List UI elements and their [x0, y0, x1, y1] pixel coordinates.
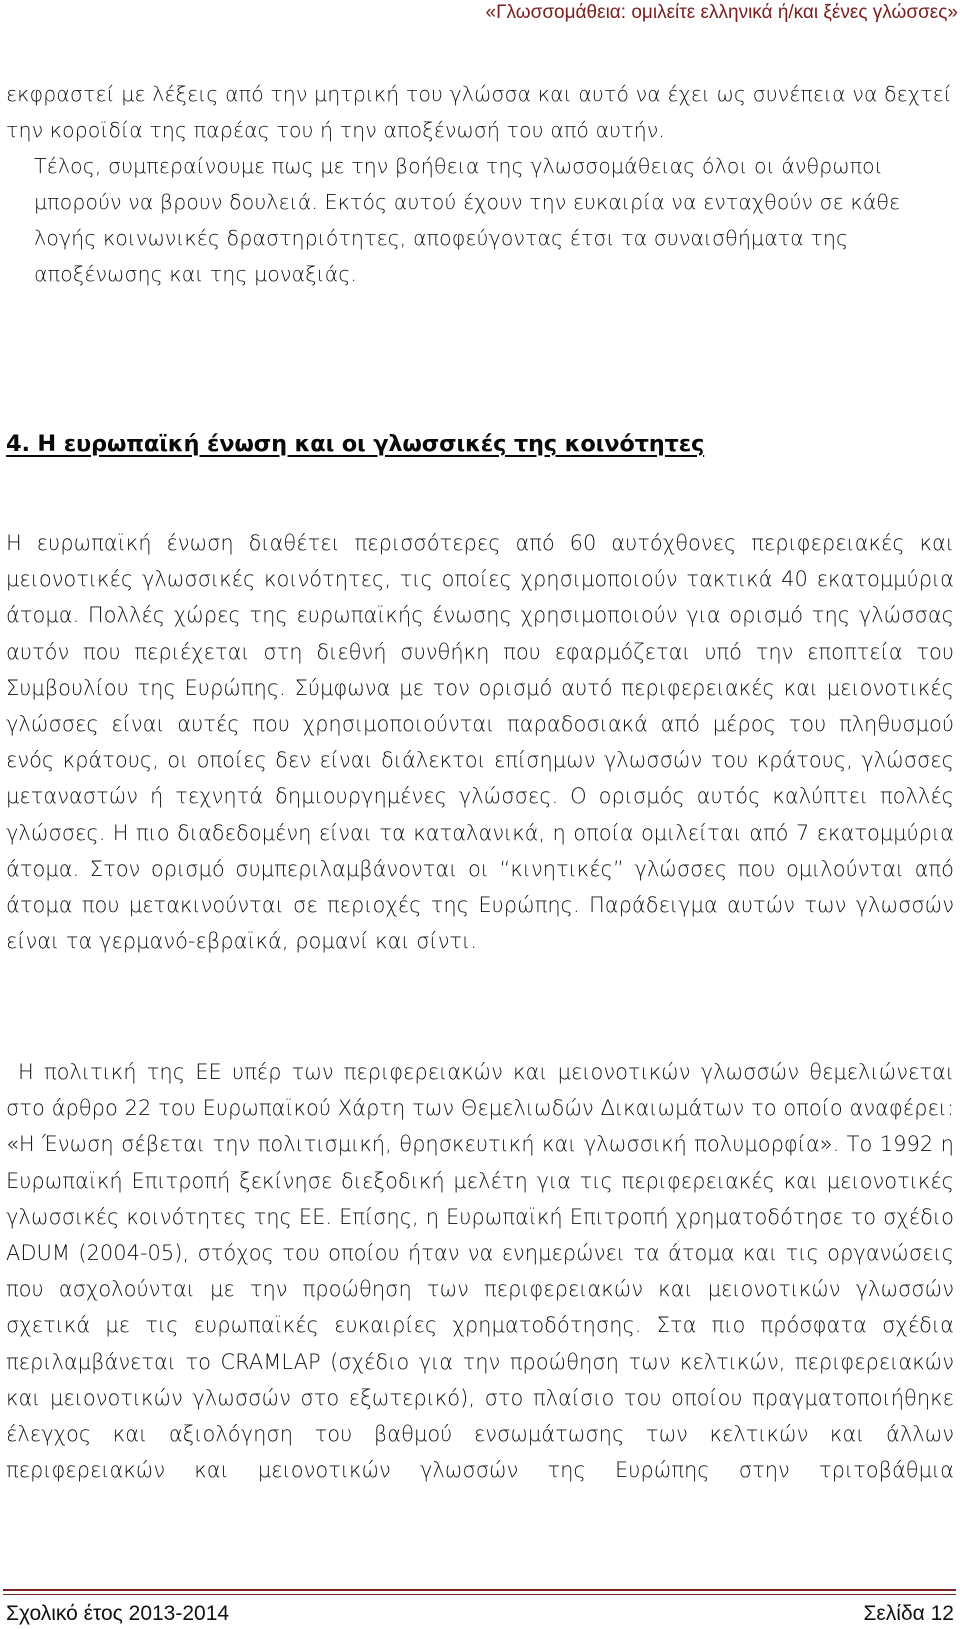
running-header: «Γλωσσομάθεια: ομιλείτε ελληνικά ή/και ξένες γλώσσες»	[485, 2, 958, 23]
section-paragraph-2: Η πολιτική της ΕΕ υπέρ των περιφερειακών και μειονοτικών γλωσσών θεμελιώνεται στο άρθρο 22 του Ευρωπαϊκού Χάρτη των Θεμελιωδών Δικαιωμάτων το οποίο αναφέρει: «Η Ένωση σέβεται την πολιτισμική, θρησκευτική και γλωσσική πολυμορφία». Το 1992 η Ευρωπαϊκή Επιτροπή ξεκίνησε διεξοδική μελέτη για τις περιφερειακές και μειονοτικές γλωσσικές κοινότητες της ΕΕ. Επίσης, η Ευρωπαϊκή Επιτροπή χρηματοδότησε το σχέδιο ADUM (2004-05), στόχος του οποίου ήταν να ενημερώνει τα άτομα και τις οργανώσεις που ασχολούνται με την προώθηση των περιφερειακών και μειονοτικών γλωσσών σχετικά με τις ευρωπαϊκές ευκαιρίες χρηματοδότησης. Στα πιο πρόσφατα σχέδια περιλαμβάνεται το CRAMLAP (σχέδιο για την προώθηση των κελτικών, περιφερειακών και μειονοτικών γλωσσών στο εξωτερικό), στο πλαίσιο του οποίου πραγματοποιήθηκε έλεγχος και αξιολόγηση του βαθμού ενσωμάτωσης των κελτικών και άλλων περιφερειακών και μειονοτικών γλωσσών της Ευρώπης στην τριτοβάθμια	[6, 1060, 954, 1483]
page-footer	[6, 1599, 954, 1629]
footer-rule-thin	[3, 1594, 956, 1595]
footer-rule	[3, 1589, 956, 1591]
intro-text	[6, 76, 954, 292]
section-heading: 4. Η ευρωπαϊκή ένωση και οι γλωσσικές της κοινότητες	[6, 431, 705, 457]
intro-paragraph-end: εκφραστεί με λέξεις από την μητρική του γλώσσα και αυτό να έχει ως συνέπεια να δεχτεί την κοροϊδία της παρέας του ή την αποξένωσή του από αυτήν.	[6, 82, 952, 142]
section-paragraph-1: Η ευρωπαϊκή ένωση διαθέτει περισσότερες από 60 αυτόχθονες περιφερειακές και μειονοτικές γλωσσικές κοινότητες, τις οποίες χρησιμοποιούν τακτικά 40 εκατομμύρια άτομα. Πολλές χώρες της ευρωπαϊκής ένωσης χρησιμοποιούν για ορισμό της γλώσσας αυτόν που περιέχεται στη διεθνή συνθήκη που εφαρμόζεται υπό την εποπτεία του Συμβουλίου της Ευρώπης. Σύμφωνα με τον ορισμό αυτό περιφερειακές και μειονοτικές γλώσσες είναι αυτές που χρησιμοποιούνται παραδοσιακά από μέρος του πληθυσμού ενός κράτους, οι οποίες δεν είναι διάλεκτοι επίσημων γλωσσών του κράτους, γλώσσες μεταναστών ή τεχνητά δημιουργημένες γλώσσες. Ο ορισμός αυτός καλύπτει πολλές γλώσσες. Η πιο διαδεδομένη είναι τα καταλανικά, η οποία ομιλείται από 7 εκατομμύρια άτομα. Στον ορισμό συμπεριλαμβάνονται οι “κινητικές” γλώσσες που ομιλούνται από άτομα που μετακινούνται σε περιοχές της Ευρώπης. Παράδειγμα αυτών των γλωσσών είναι τα γερμανό-εβραϊκά, ρομανί και σίντι.	[6, 531, 954, 954]
footer-page-number: Σελίδα 12	[863, 1602, 954, 1625]
footer-school-year: Σχολικό έτος 2013-2014	[6, 1602, 230, 1625]
intro-paragraph-conclusion: Τέλος, συμπεραίνουμε πως με την βοήθεια της γλωσσομάθειας όλοι οι άνθρωποι μπορούν να βρουν δουλειά. Εκτός αυτού έχουν την ευκαιρία να ενταχθούν σε κάθε λογής κοινωνικές δραστηριότητες, αποφεύγοντας έτσι τα συναισθήματα της αποξένωσης και της μοναξιάς.	[34, 154, 901, 286]
